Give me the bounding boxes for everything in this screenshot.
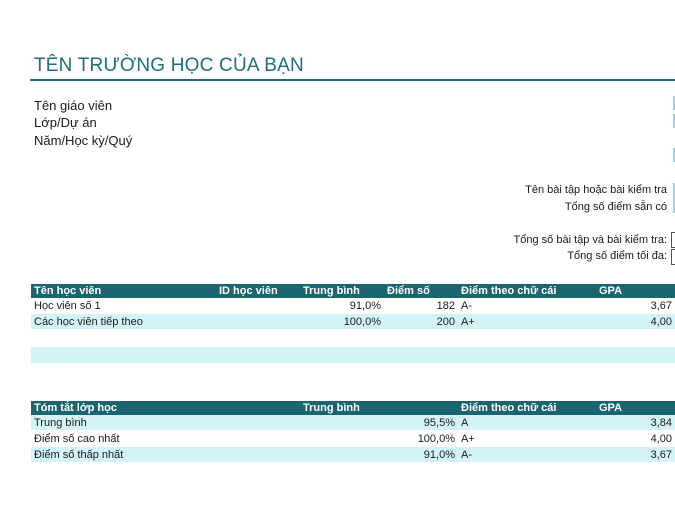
column-header-score[interactable]: Điểm số	[384, 284, 458, 298]
letter-grade-cell[interactable]: A+	[458, 314, 596, 330]
term-label[interactable]: Năm/Học kỳ/Quý	[34, 133, 133, 148]
summary-letter-cell[interactable]: A+	[458, 431, 596, 447]
summary-gpa-cell[interactable]: 3,84	[596, 415, 675, 431]
summary-average-cell[interactable]: 95,5%	[300, 415, 458, 431]
summary-label-cell[interactable]: Điểm số thấp nhất	[31, 447, 300, 463]
empty-row[interactable]	[31, 330, 675, 347]
title-divider	[30, 79, 675, 81]
gpa-cell[interactable]: 4,00	[596, 314, 675, 330]
student-name-cell[interactable]: Các học viên tiếp theo	[31, 314, 216, 330]
table-row[interactable]	[31, 298, 675, 314]
max-points-cell[interactable]	[671, 249, 675, 265]
empty-row[interactable]	[31, 364, 675, 381]
available-points-label: Tổng số điểm sẵn có	[564, 201, 667, 213]
column-header-summary-letter[interactable]: Điểm theo chữ cái	[458, 401, 596, 415]
summary-letter-cell[interactable]: A	[458, 415, 596, 431]
column-header-gpa[interactable]: GPA	[596, 284, 675, 298]
class-project-label[interactable]: Lớp/Dự án	[34, 115, 97, 130]
gpa-cell[interactable]: 3,67	[596, 298, 675, 314]
column-header-student-name[interactable]: Tên học viên	[31, 284, 216, 298]
total-assignments-label: Tổng số bài tập và bài kiểm tra:	[513, 234, 667, 246]
average-cell[interactable]: 100,0%	[300, 314, 384, 330]
column-header-letter-grade[interactable]: Điểm theo chữ cái	[458, 284, 596, 298]
school-name-title[interactable]: TÊN TRƯỜNG HỌC CỦA BẠN	[34, 55, 304, 76]
summary-row-lowest[interactable]	[31, 447, 675, 463]
average-cell[interactable]: 91,0%	[300, 298, 384, 314]
table-row[interactable]	[31, 314, 675, 330]
score-cell[interactable]: 182	[384, 298, 458, 314]
column-header-student-id[interactable]: ID học viên	[216, 284, 300, 298]
letter-grade-cell[interactable]: A-	[458, 298, 596, 314]
column-header-summary-gpa[interactable]: GPA	[596, 401, 675, 415]
student-name-cell[interactable]: Học viên số 1	[31, 298, 216, 314]
assignment-name-label: Tên bài tập hoặc bài kiểm tra	[525, 184, 667, 196]
student-grades-table	[31, 284, 675, 381]
score-cell[interactable]: 200	[384, 314, 458, 330]
summary-average-cell[interactable]: 91,0%	[300, 447, 458, 463]
student-id-cell[interactable]	[216, 298, 300, 314]
summary-average-cell[interactable]: 100,0%	[300, 431, 458, 447]
empty-row[interactable]	[31, 347, 675, 364]
column-header-class-summary[interactable]: Tóm tắt lớp học	[31, 401, 300, 415]
column-header-average[interactable]: Trung bình	[300, 284, 384, 298]
teacher-name-label[interactable]: Tên giáo viên	[34, 98, 113, 113]
summary-label-cell[interactable]: Trung bình	[31, 415, 300, 431]
max-points-label: Tổng số điểm tối đa:	[567, 250, 667, 262]
summary-row-highest[interactable]	[31, 431, 675, 447]
summary-gpa-cell[interactable]: 3,67	[596, 447, 675, 463]
summary-label-cell[interactable]: Điểm số cao nhất	[31, 431, 300, 447]
total-assignments-cell[interactable]	[671, 232, 675, 248]
column-header-summary-average[interactable]: Trung bình	[300, 401, 458, 415]
summary-row-average[interactable]	[31, 415, 675, 431]
summary-letter-cell[interactable]: A-	[458, 447, 596, 463]
student-id-cell[interactable]	[216, 314, 300, 330]
class-summary-table	[31, 401, 675, 463]
summary-gpa-cell[interactable]: 4,00	[596, 431, 675, 447]
